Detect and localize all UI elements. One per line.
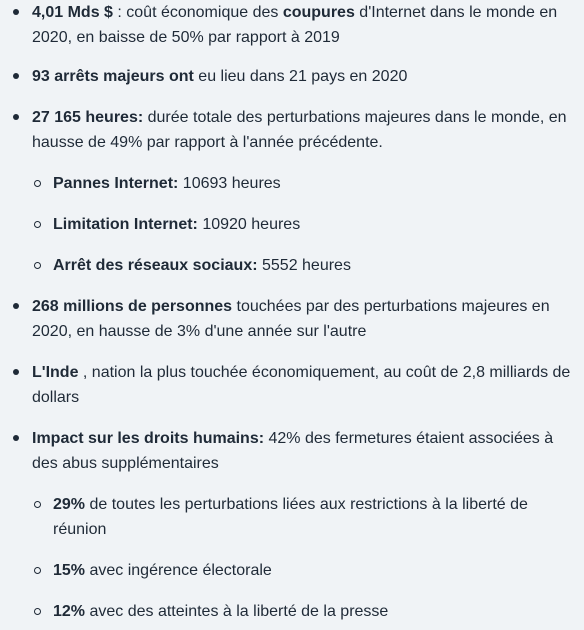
bullet-dot	[13, 435, 19, 441]
list-item-economic-cost	[0, 0, 584, 50]
item-text: 10920 heures	[197, 216, 301, 233]
bullet-circle	[34, 221, 41, 228]
bullet-circle	[34, 180, 41, 187]
list-subitem-freedom-of-assembly	[0, 492, 584, 542]
item-bold-inline: coupures	[282, 4, 355, 21]
item-text: avec des atteintes à la liberté de la presse	[85, 603, 389, 620]
list-subitem-internet-outages	[0, 171, 289, 196]
item-text-tail: d'Internet dans le monde en 2020, en baisse de 50% par rapport à 2019	[32, 4, 558, 46]
item-text: avec ingérence électorale	[85, 562, 272, 579]
item-text: , nation la plus touchée économiquement, au coût de 2,8 milliards de dollars	[32, 364, 571, 406]
item-text: eu lieu dans 21 pays en 2020	[193, 68, 408, 85]
bullet-dot	[13, 73, 19, 79]
bullet-dot	[13, 369, 19, 375]
list-item-india	[0, 360, 584, 410]
item-text: de toutes les perturbations liées aux restrictions à la liberté de réunion	[53, 496, 528, 538]
list-item-total-hours	[0, 105, 584, 155]
item-bold: 29%	[53, 496, 86, 513]
bullet-circle	[34, 262, 41, 269]
item-bold: Impact sur les droits humains:	[32, 430, 265, 447]
item-text: 5552 heures	[257, 257, 351, 274]
bullet-dot	[13, 303, 19, 309]
list-item-major-shutdowns	[0, 64, 415, 89]
item-bold: 15%	[53, 562, 86, 579]
item-text: 10693 heures	[178, 175, 281, 192]
list-subitem-internet-throttling	[0, 212, 308, 237]
list-subitem-press-freedom	[0, 599, 396, 624]
item-bold: 27 165 heures:	[32, 109, 144, 126]
item-bold: Arrêt des réseaux sociaux:	[53, 257, 258, 274]
item-bold: 93 arrêts majeurs ont	[32, 68, 194, 85]
bullet-circle	[34, 567, 41, 574]
bullet-dot	[13, 114, 19, 120]
list-subitem-electoral-interference	[0, 558, 280, 583]
item-bold: 12%	[53, 603, 86, 620]
list-item-human-rights	[0, 426, 584, 476]
item-text: durée totale des perturbations majeures dans le monde, en hausse de 49% par rapport à l'année précédente.	[32, 109, 567, 151]
bullet-circle	[34, 608, 41, 615]
item-bold: 268 millions de personnes	[32, 298, 233, 315]
item-bold: L'Inde	[32, 364, 79, 381]
list-item-people-affected	[0, 294, 584, 344]
bullet-circle	[34, 501, 41, 508]
item-text: 42% des fermetures étaient associées à des abus supplémentaires	[32, 430, 554, 472]
item-bold: 4,01 Mds $	[32, 4, 113, 21]
item-text: touchées par des perturbations majeures en 2020, en hausse de 3% d'une année sur l'autre	[32, 298, 550, 340]
bullet-dot	[13, 9, 19, 15]
list-subitem-social-media-shutdown	[0, 253, 359, 278]
item-text: : coût économique des	[112, 4, 283, 21]
item-bold: Pannes Internet:	[53, 175, 179, 192]
item-bold: Limitation Internet:	[53, 216, 198, 233]
